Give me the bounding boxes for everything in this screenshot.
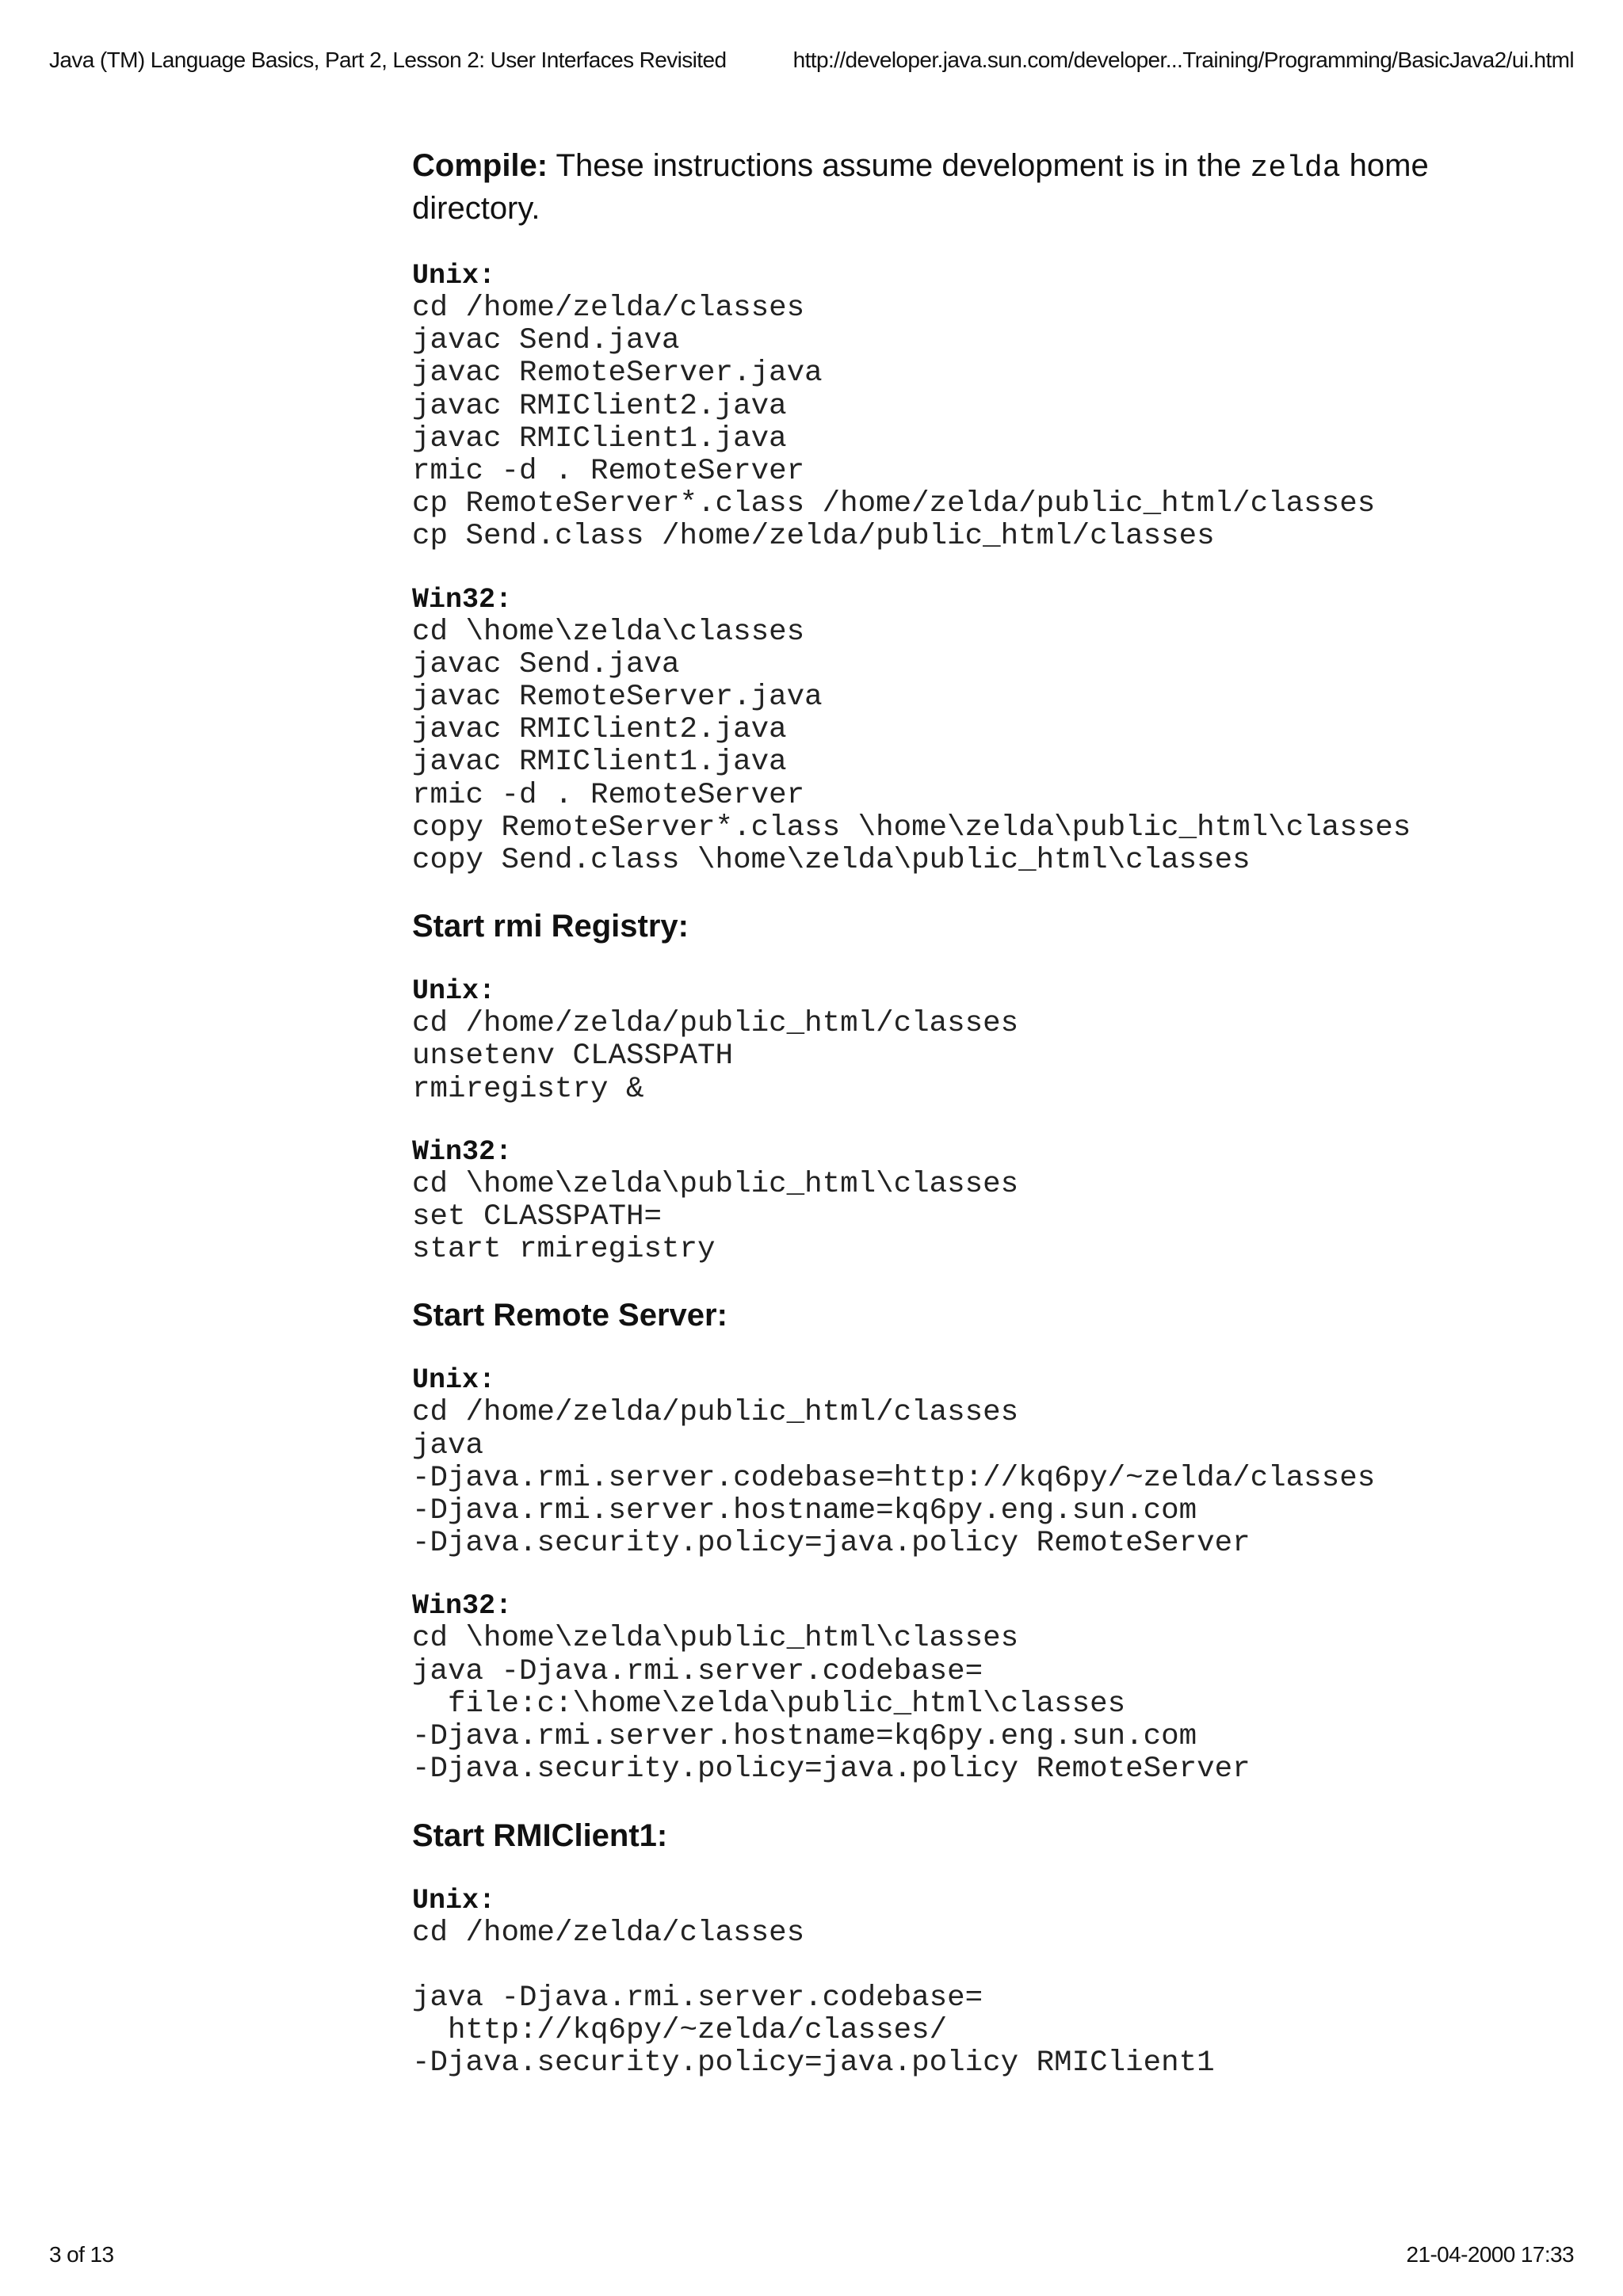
compile-dir-code: zelda — [1250, 151, 1341, 185]
code-line: rmiregistry & — [412, 1072, 644, 1106]
code-line: http://kq6py/~zelda/classes/ — [412, 2014, 948, 2048]
code-line: javac Send.java — [412, 647, 680, 681]
blank-line — [412, 1950, 1522, 1982]
rmiclient1-unix-title: Unix: — [412, 1884, 496, 1917]
page-number: 3 of 13 — [49, 2242, 114, 2267]
code-line: javac RemoteServer.java — [412, 357, 823, 391]
compile-text-after: home directory. — [412, 148, 1429, 226]
code-line: javac RemoteServer.java — [412, 681, 823, 715]
page-header-title: Java (TM) Language Basics, Part 2, Lesson 2: User Interfaces Revisited — [49, 48, 727, 72]
code-line: cd /home/zelda/classes — [412, 1916, 805, 1950]
compile-win32-block — [412, 584, 1522, 878]
code-line: java -Djava.rmi.server.codebase= — [412, 1981, 983, 2015]
code-line: -Djava.rmi.server.hostname=kq6py.eng.sun.com — [412, 1720, 1197, 1754]
code-line: start rmiregistry — [412, 1233, 716, 1267]
code-line: copy RemoteServer*.class \home\zelda\public_html\classes — [412, 810, 1411, 845]
code-line: -Djava.security.policy=java.policy RMIClient1 — [412, 2046, 1215, 2081]
code-line: -Djava.rmi.server.hostname=kq6py.eng.sun.com — [412, 1494, 1197, 1528]
compile-win32-title: Win32: — [412, 583, 513, 616]
print-timestamp: 21-04-2000 17:33 — [1406, 2242, 1574, 2267]
remote-server-heading: Start Remote Server: — [412, 1298, 727, 1333]
remote-server-win32-title: Win32: — [412, 1590, 513, 1623]
code-line: cd \home\zelda\public_html\classes — [412, 1622, 1019, 1656]
code-line: cd \home\zelda\public_html\classes — [412, 1167, 1019, 1201]
remote-server-win32-block — [412, 1590, 1522, 1786]
compile-unix-title: Unix: — [412, 260, 496, 292]
code-line: javac Send.java — [412, 324, 680, 358]
compile-label: Compile: — [412, 148, 548, 183]
code-line: copy Send.class \home\zelda\public_html\classes — [412, 844, 1251, 878]
rmiclient1-unix-block — [412, 1885, 1522, 2081]
registry-unix-title: Unix: — [412, 975, 496, 1008]
document-content — [412, 146, 1522, 2111]
code-line: cp RemoteServer*.class /home/zelda/public_html/classes — [412, 487, 1376, 521]
compile-intro — [412, 146, 1522, 228]
rmiclient1-heading: Start RMIClient1: — [412, 1817, 668, 1853]
code-line: cd /home/zelda/public_html/classes — [412, 1396, 1019, 1430]
code-line: java -Djava.rmi.server.codebase= — [412, 1654, 983, 1688]
registry-heading: Start rmi Registry: — [412, 909, 689, 944]
code-line: cd /home/zelda/classes — [412, 292, 805, 325]
code-line: javac RMIClient1.java — [412, 746, 787, 780]
code-line: javac RMIClient2.java — [412, 713, 787, 747]
code-line: cd /home/zelda/public_html/classes — [412, 1007, 1019, 1041]
code-line: unsetenv CLASSPATH — [412, 1039, 734, 1074]
registry-win32-title: Win32: — [412, 1135, 513, 1168]
registry-unix-block — [412, 975, 1522, 1106]
code-line: cp Send.class /home/zelda/public_html/classes — [412, 520, 1215, 554]
code-line: rmic -d . RemoteServer — [412, 778, 805, 812]
code-line: javac RMIClient2.java — [412, 389, 787, 423]
registry-win32-block — [412, 1136, 1522, 1267]
code-line: javac RMIClient1.java — [412, 421, 787, 456]
code-line: -Djava.security.policy=java.policy RemoteServer — [412, 1753, 1251, 1787]
code-line: rmic -d . RemoteServer — [412, 455, 805, 489]
code-line: set CLASSPATH= — [412, 1200, 663, 1234]
code-line: file:c:\home\zelda\public_html\classes — [412, 1687, 1126, 1721]
compile-unix-block — [412, 260, 1522, 554]
code-line: java — [412, 1428, 484, 1463]
code-line: -Djava.security.policy=java.policy RemoteServer — [412, 1527, 1251, 1561]
remote-server-unix-title: Unix: — [412, 1364, 496, 1397]
page-header-url[interactable]: http://developer.java.sun.com/developer...Training/Programming/BasicJava2/ui.html — [792, 48, 1574, 72]
compile-text-before: These instructions assume development is in the — [548, 148, 1251, 183]
code-line: -Djava.rmi.server.codebase=http://kq6py/~zelda/classes — [412, 1461, 1376, 1495]
remote-server-unix-block — [412, 1364, 1522, 1560]
code-line: cd \home\zelda\classes — [412, 615, 805, 649]
